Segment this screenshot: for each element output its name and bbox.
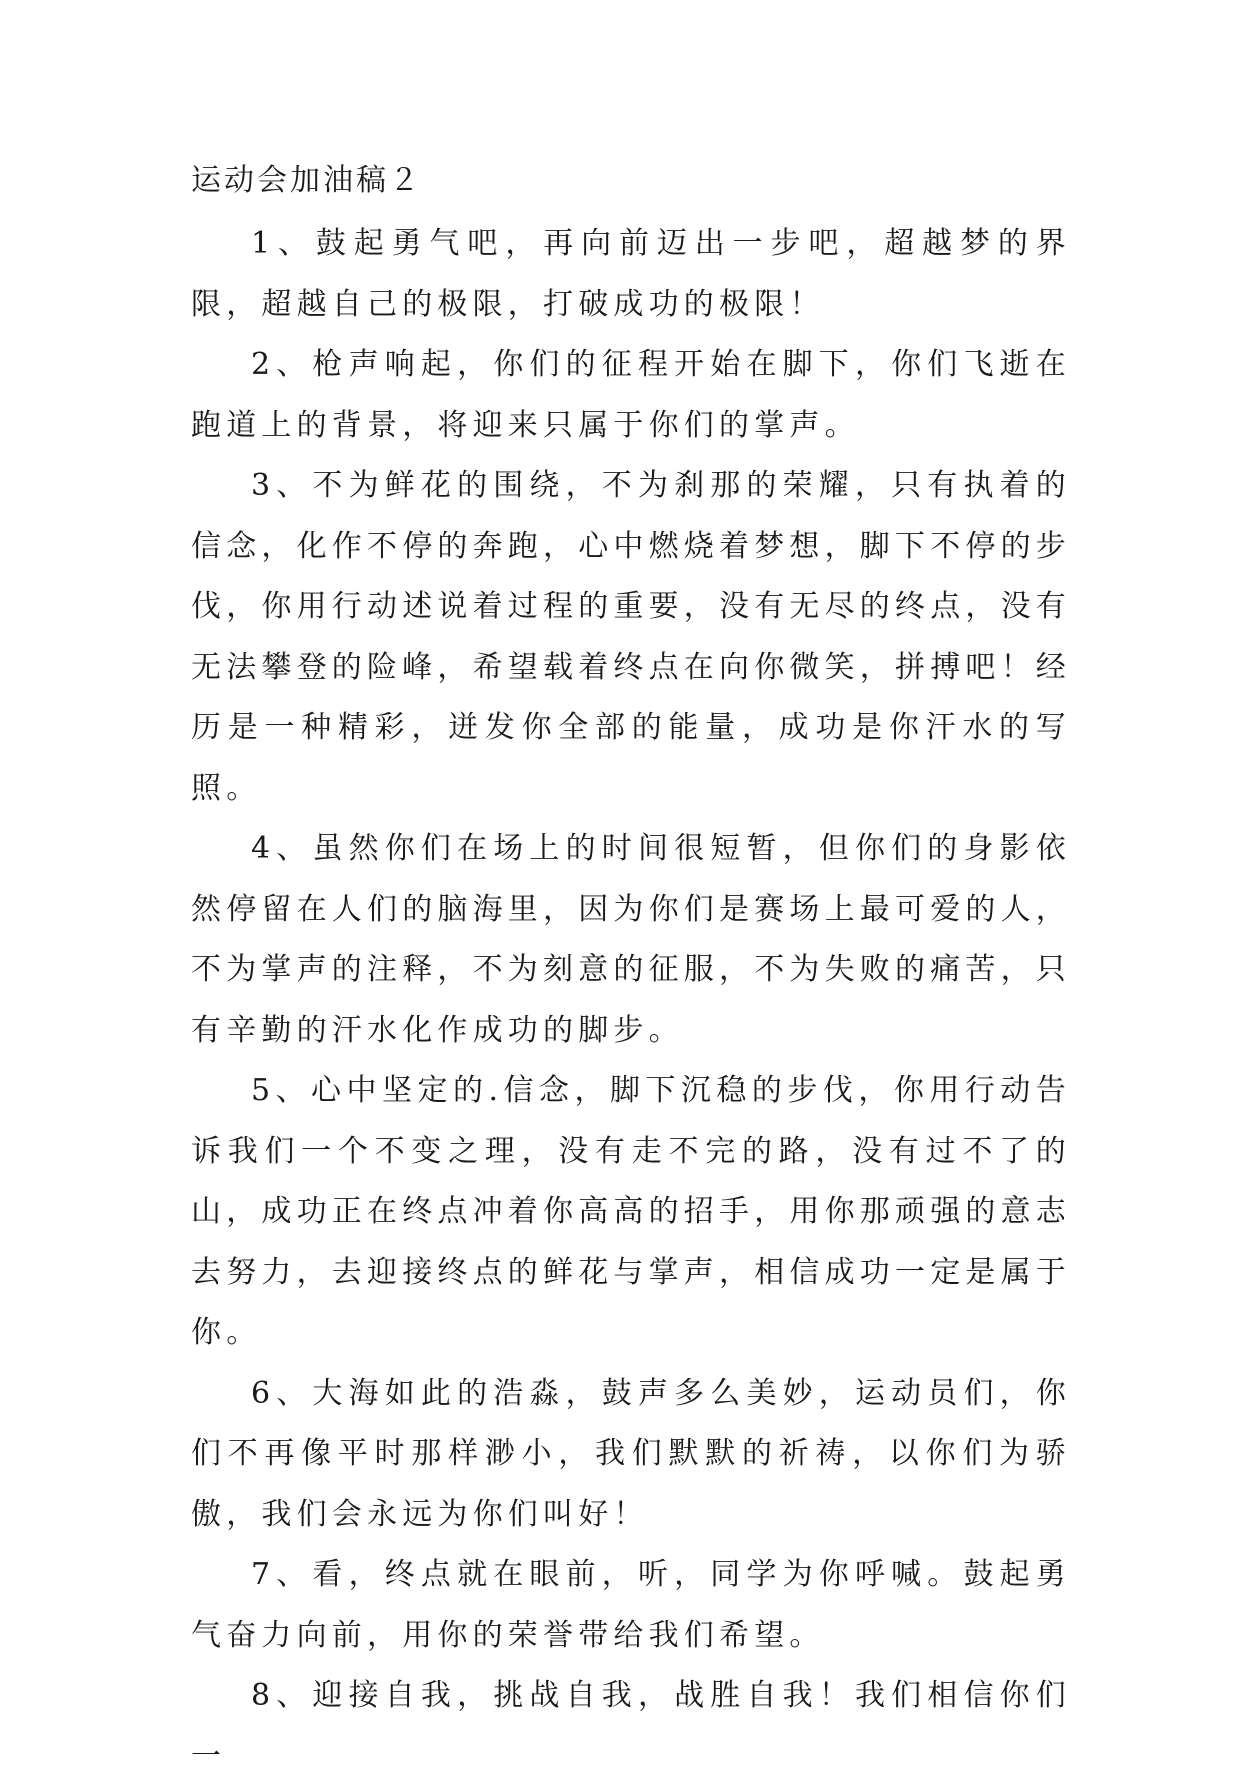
paragraph-4: 4、虽然你们在场上的时间很短暂，但你们的身影依然停留在人们的脑海里，因为你们是赛场上最可爱的人，不为掌声的注释，不为刻意的征服，不为失败的痛苦，只有辛勤的汗水化作成功的脚步。 [191,831,1071,1048]
document-body [191,160,1071,1787]
paragraph-2: 2、枪声响起，你们的征程开始在脚下，你们飞逝在跑道上的背景，将迎来只属于你们的掌声。 [191,347,1071,443]
paragraph-6: 6、大海如此的浩淼，鼓声多么美妙，运动员们，你们不再像平时那样渺小，我们默默的祈祷，以你们为骄傲，我们会永远为你们叫好！ [191,1375,1071,1532]
paragraph-3: 3、不为鲜花的围绕，不为刹那的荣耀，只有执着的信念，化作不停的奔跑，心中燃烧着梦想，脚下不停的步伐，你用行动述说着过程的重要，没有无尽的终点，没有无法攀登的险峰，希望载着终点在向你微笑，拼搏吧！经历是一种精彩，迸发你全部的能量，成功是你汗水的写照。 [191,468,1071,806]
paragraph-8: 8、迎接自我，挑战自我，战胜自我！我们相信你们一 [191,1678,1071,1774]
paragraph-1: 1、鼓起勇气吧，再向前迈出一步吧，超越梦的界限，超越自己的极限，打破成功的极限！ [191,226,1071,322]
document-title: 运动会加油稿２ [191,163,422,198]
paragraph-7: 7、看，终点就在眼前，听，同学为你呼喊。鼓起勇气奋力向前，用你的荣誉带给我们希望。 [191,1557,1071,1653]
paragraph-5: 5、心中坚定的.信念，脚下沉稳的步伐，你用行动告诉我们一个不变之理，没有走不完的路，没有过不了的山，成功正在终点冲着你高高的招手，用你那顽强的意志去努力，去迎接终点的鲜花与掌声，相信成功一定是属于你。 [191,1073,1071,1350]
